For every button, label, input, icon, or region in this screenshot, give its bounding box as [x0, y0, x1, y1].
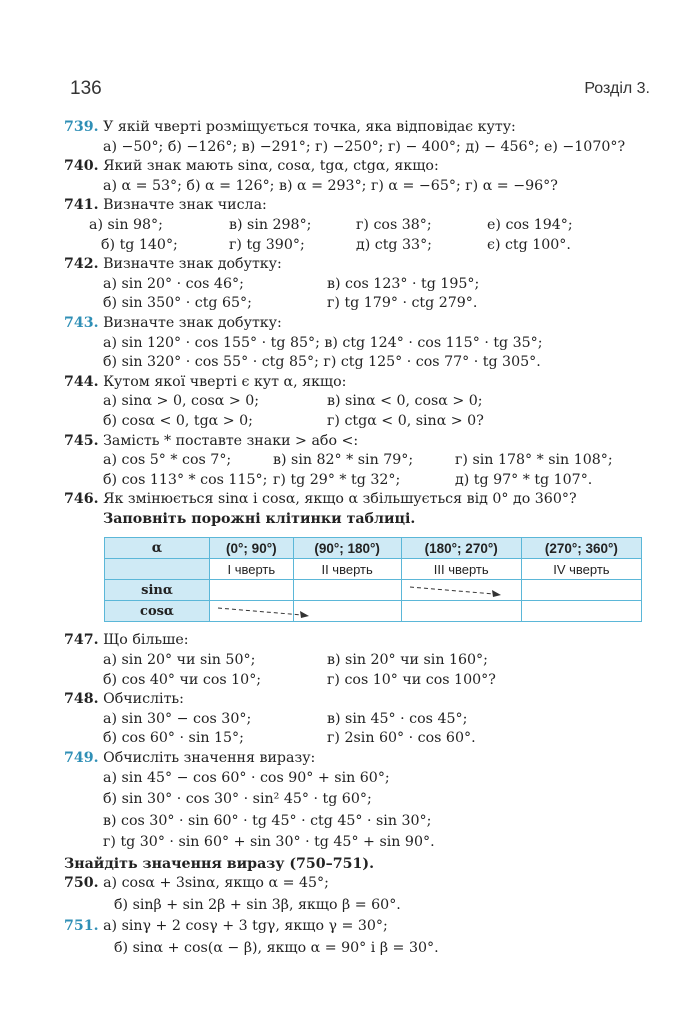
table-cell[interactable]	[521, 601, 641, 622]
exercise-text: Що більше:	[103, 632, 189, 649]
item: в) sin 82° * sin 79°;	[273, 452, 414, 469]
item: г) tg 179° · ctg 279°.	[327, 295, 478, 312]
item-row	[64, 294, 654, 314]
exercise-items: б) sin 320° · cos 55° · ctg 85°; г) ctg 125° · cos 77° · tg 305°.	[103, 354, 541, 371]
item-row	[64, 236, 654, 256]
item-row	[64, 471, 654, 491]
exercise-item: г) tg 30° · sin 60° + sin 30° · tg 45° + sin 90°.	[103, 834, 435, 851]
exercise-text: Обчисліть:	[103, 691, 184, 708]
exercise-text: Кутом якої чверті є кут α, якщо:	[103, 373, 347, 390]
item-row	[64, 651, 654, 671]
table-header-row	[105, 538, 642, 559]
exercise-751	[64, 917, 654, 939]
exercise-748	[64, 690, 654, 710]
exercise-number: 751.	[64, 918, 99, 935]
table-cell[interactable]	[401, 580, 521, 601]
table-cell	[105, 559, 210, 580]
exercise-743	[64, 314, 654, 334]
exercise-list	[64, 118, 654, 960]
item: б) cos 113° * cos 115°;	[103, 471, 268, 488]
exercise-741	[64, 196, 654, 216]
table-cell[interactable]	[293, 580, 401, 601]
item: г) cos 10° чи cos 100°?	[327, 671, 496, 688]
item-row	[64, 451, 654, 471]
table-row	[105, 580, 642, 601]
exercise-items: а) sin 120° · cos 155° · tg 85°; в) ctg 124° · cos 115° · tg 35°;	[103, 334, 543, 351]
item: в) sin 20° чи sin 160°;	[327, 652, 488, 669]
exercise-740	[64, 157, 654, 177]
exercise-text: Який знак мають sinα, cosα, tgα, ctgα, якщо:	[103, 158, 439, 175]
exercise-items: а) −50°; б) −126°; в) −291°; г) −250°; г) − 400°; д) − 456°; е) −1070°?	[103, 138, 626, 155]
table-cell: ІІ чверть	[293, 559, 401, 580]
table-cell[interactable]	[210, 601, 294, 622]
table-cell: (180°; 270°)	[401, 538, 521, 559]
exercise-745	[64, 432, 654, 452]
exercise-item: а) cosα + 3sinα, якщо α = 45°;	[103, 875, 329, 892]
exercise-742	[64, 255, 654, 275]
exercise-750	[64, 874, 654, 896]
exercise-items: а) α = 53°; б) α = 126°; в) α = 293°; г) α = −65°; г) α = −96°?	[103, 177, 558, 194]
table-cell: І чверть	[210, 559, 294, 580]
item: г) tg 390°;	[229, 236, 305, 253]
item: г) 2sin 60° · cos 60°.	[327, 730, 476, 747]
item: в) sinα < 0, cosα > 0;	[327, 393, 483, 410]
exercise-746	[64, 490, 654, 510]
table-cell: ІV чверть	[521, 559, 641, 580]
exercise-number: 748.	[64, 691, 99, 708]
item-row	[64, 392, 654, 412]
item: д) ctg 33°;	[356, 236, 432, 253]
exercise-747	[64, 631, 654, 651]
exercise-number: 744.	[64, 373, 99, 390]
exercise-749	[64, 749, 654, 769]
decreasing-arrow-icon	[408, 584, 504, 598]
item-row	[64, 216, 654, 236]
item: в) sin 298°;	[229, 216, 312, 233]
group-heading: Знайдіть значення виразу (750–751).	[64, 855, 375, 872]
item-row	[64, 671, 654, 691]
exercise-text: Визначте знак добутку:	[103, 256, 282, 273]
item-row	[64, 412, 654, 432]
item: б) cos 40° чи cos 10°;	[103, 671, 262, 688]
item: б) cos 60° · sin 15°;	[103, 730, 244, 747]
exercise-number: 742.	[64, 256, 99, 273]
exercise-number: 749.	[64, 750, 99, 767]
section-title: Розділ 3.	[584, 80, 650, 97]
item: б) tg 140°;	[101, 236, 178, 253]
table-cell: α	[105, 538, 210, 559]
exercise-number: 746.	[64, 491, 99, 508]
exercise-text: Як змінюється sinα і cosα, якщо α збільшується від 0° до 360°?	[103, 491, 577, 508]
table-cell[interactable]	[293, 601, 401, 622]
page-number: 136	[70, 78, 102, 99]
exercise-744	[64, 373, 654, 393]
exercise-number: 739.	[64, 119, 99, 135]
table-cell: cosα	[105, 601, 210, 622]
item: а) sin 98°;	[89, 216, 163, 233]
table-cell: (90°; 180°)	[293, 538, 401, 559]
table-row	[105, 559, 642, 580]
item: б) cosα < 0, tgα > 0;	[103, 412, 253, 429]
item: г) ctgα < 0, sinα > 0?	[327, 412, 484, 429]
exercise-number: 750.	[64, 875, 99, 892]
exercise-number: 743.	[64, 314, 99, 331]
item: б) sin 350° · ctg 65°;	[103, 295, 252, 312]
table-cell[interactable]	[210, 580, 294, 601]
exercise-text: Визначте знак числа:	[103, 197, 267, 214]
exercise-number: 745.	[64, 432, 99, 449]
sign-table	[104, 537, 642, 622]
item: в) cos 123° · tg 195°;	[327, 275, 480, 292]
exercise-text: У якій чверті розміщується точка, яка відповідає куту:	[103, 119, 516, 135]
item-row	[64, 275, 654, 295]
item: а) sinα > 0, cosα > 0;	[103, 393, 260, 410]
exercise-text: Обчисліть значення виразу:	[103, 750, 316, 767]
exercise-item: а) sin 45° − cos 60° · cos 90° + sin 60°;	[103, 769, 390, 786]
exercise-number: 747.	[64, 632, 99, 649]
exercise-item: а) sinγ + 2 cosγ + 3 tgγ, якщо γ = 30°;	[103, 918, 388, 935]
exercise-instruction: Заповніть порожні клітинки таблиці.	[103, 510, 416, 527]
item: а) sin 20° чи sin 50°;	[103, 652, 256, 669]
table-cell: (270°; 360°)	[521, 538, 641, 559]
exercise-number: 740.	[64, 158, 99, 175]
exercise-item: в) cos 30° · sin 60° · tg 45° · ctg 45° · sin 30°;	[103, 812, 432, 829]
item: г) sin 178° * sin 108°;	[455, 452, 613, 469]
item: г) cos 38°;	[356, 216, 432, 233]
item: а) cos 5° * cos 7°;	[103, 452, 232, 469]
table-row	[105, 601, 642, 622]
item: в) sin 45° · cos 45°;	[327, 710, 468, 727]
table-cell: ІІІ чверть	[401, 559, 521, 580]
item: е) cos 194°;	[487, 216, 573, 233]
exercise-item: б) sinβ + sin 2β + sin 3β, якщо β = 60°.	[114, 896, 401, 913]
item: г) tg 29° * tg 32°;	[273, 471, 401, 488]
exercise-item: б) sin 30° · cos 30° · sin² 45° · tg 60°;	[103, 791, 372, 808]
exercise-text: Визначте знак добутку:	[103, 314, 282, 331]
table-cell: (0°; 90°)	[210, 538, 294, 559]
table-cell[interactable]	[401, 601, 521, 622]
table-cell[interactable]	[521, 580, 641, 601]
table-cell: sinα	[105, 580, 210, 601]
exercise-739	[64, 118, 654, 138]
exercise-text: Замість * поставте знаки > або <:	[103, 432, 359, 449]
item: а) sin 30° − cos 30°;	[103, 710, 252, 727]
exercise-item: б) sinα + cos(α − β), якщо α = 90° і β = 30°.	[114, 939, 439, 956]
exercise-number: 741.	[64, 197, 99, 214]
item-row	[64, 710, 654, 730]
item-row	[64, 729, 654, 749]
item: є) ctg 100°.	[487, 236, 571, 253]
item: д) tg 97° * tg 107°.	[455, 471, 593, 488]
item: а) sin 20° · cos 46°;	[103, 275, 244, 292]
